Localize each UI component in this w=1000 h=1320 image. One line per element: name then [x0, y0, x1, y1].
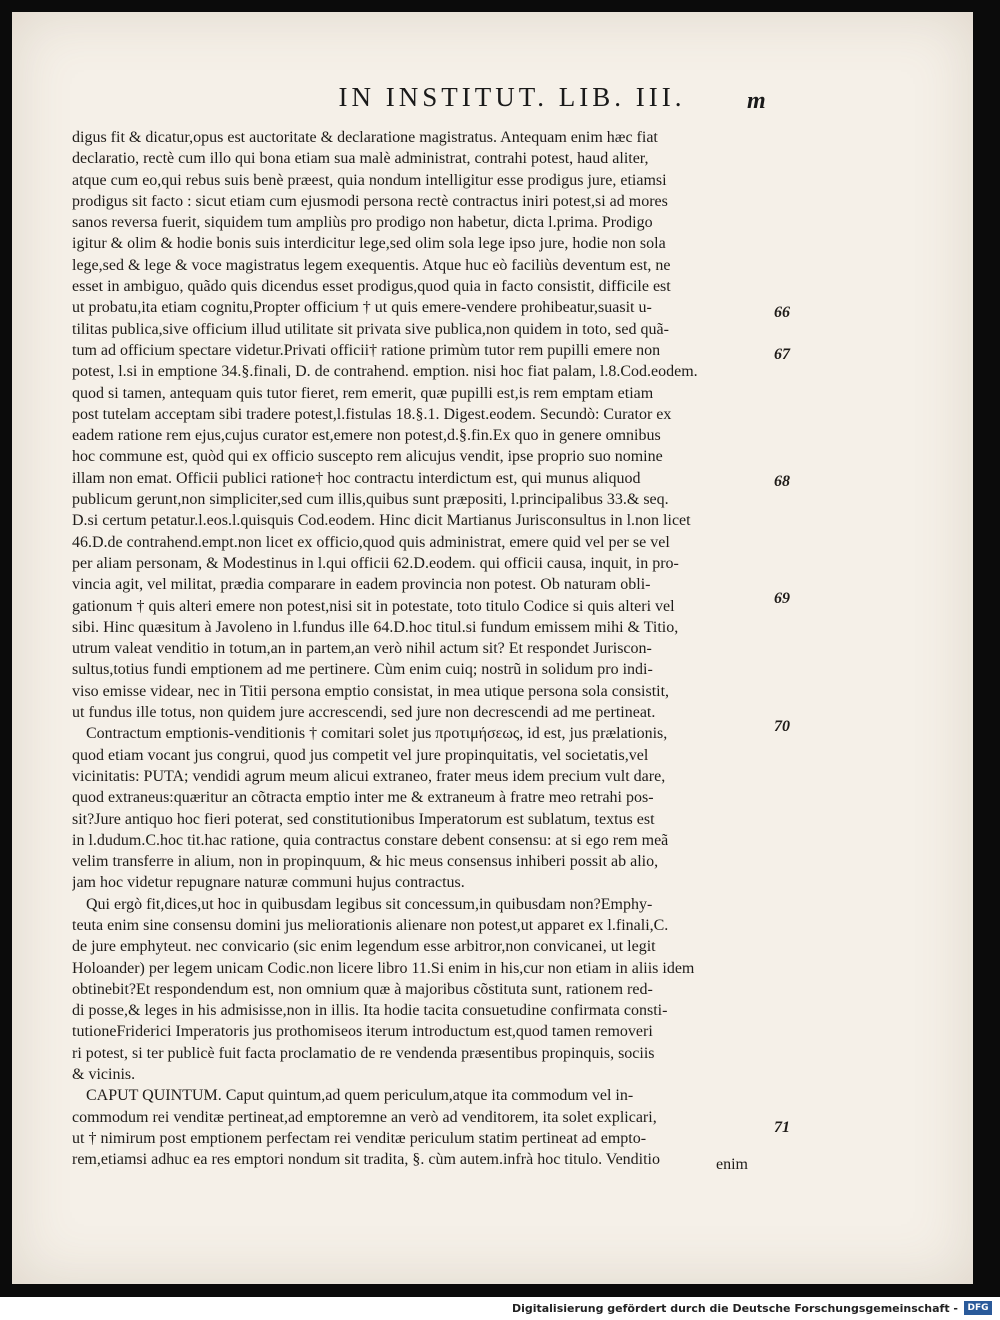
- catchword: enim: [716, 1156, 748, 1173]
- text-line: ri potest, si ter publicè fuit facta proclamatio de re vendenda præsentibus propinquis, sociis: [72, 1044, 655, 1062]
- text-line: potest, l.si in emptione 34.§.finali, D. de contrahend. emption. nisi hoc fiat palam, l.8.Cod.eodem.: [72, 363, 698, 381]
- text-line: rem,etiamsi adhuc ea res emptori nondum sit tradita, §. cùm autem.infrà hoc titulo. Venditio: [72, 1151, 660, 1169]
- folio-mark: m: [747, 88, 766, 114]
- margin-number: 68: [774, 473, 790, 490]
- text-line: illam non emat. Officii publici ratione† hoc contractu interdictum est, qui munus aliquod: [72, 469, 641, 487]
- text-line: velim transferre in alium, non in propinquum, & hic meus consensus inhiberi possit ab alio,: [72, 853, 659, 871]
- text-line: prodigus sit facto : sicut etiam cum ejusmodi persona rectè contractus iniri potest,si ad mores: [72, 192, 668, 210]
- text-line: quod extraneus:quæritur an cõtracta emptio inter me & extraneum à fratre meo retrahi pos-: [72, 789, 654, 807]
- text-line: Holoander) per legem unicam Codic.non licere libro 11.Si enim in his,cur non etiam in aliis idem: [72, 959, 695, 977]
- digitization-footer: [0, 1298, 1000, 1320]
- text-line: declaratio, rectè cum illo qui bona etiam sua malè administrat, contrahi potest, haud aliter,: [72, 150, 649, 168]
- footer-credit: Digitalisierung gefördert durch die Deutsche Forschungsgemeinschaft -: [511, 1302, 958, 1315]
- text-line: de jure emphyteut. nec convicario (sic enim legendum esse arbitror,non convicanei, ut legit: [72, 938, 656, 956]
- text-line: sultus,totius fundi emptionem ad me pertinere. Cùm enim cuiq; nostrũ in solidum pro indi-: [72, 661, 653, 679]
- text-line: igitur & olim & hodie bonis suis interdicitur lege,sed olim sola lege ipso jure, hodie non sola: [72, 235, 666, 253]
- text-line: atque cum eo,qui rebus suis benè præest, quia nondum intelligitur esse prodigus jure, etiamsi: [72, 171, 667, 189]
- text-line: Contractum emptionis-venditionis † comitari solet jus προτιμήσεως, id est, jus prælationis,: [86, 725, 668, 743]
- text-line: D.si certum petatur.l.eos.l.quisquis Cod.eodem. Hinc dicit Martianus Jurisconsultus in l.non licet: [72, 512, 691, 530]
- text-line: quod si tamen, antequam quis tutor fieret, rem emerit, quæ pupilli est,is rem emptam etiam: [72, 384, 654, 402]
- text-line: digus fit & dicatur,opus est auctoritate & declaratione magistratus. Antequam enim hæc fiat: [72, 129, 658, 146]
- text-line: obtinebit?Et respondendum est, non omnium quæ à majoribus cõstituta sunt, rationem red-: [72, 980, 653, 998]
- body-text: [72, 127, 772, 1171]
- dfg-logo-icon: DFG: [964, 1301, 992, 1315]
- text-line: sibi. Hinc quæsitum à Javoleno in l.fundus ille 64.D.hoc titul.si fundum emissem mihi & Titio,: [72, 618, 679, 636]
- text-line: CAPUT QUINTUM. Caput quintum,ad quem periculum,atque ita commodum vel in-: [86, 1087, 634, 1105]
- margin-number: 66: [774, 304, 790, 321]
- book-page: [12, 12, 973, 1284]
- margin-number: 69: [774, 590, 790, 607]
- text-line: 46.D.de contrahend.empt.non licet ex officio,quod quis administrat, emere quid vel per se vel: [72, 533, 670, 551]
- text-line: utrum valeat venditio in totum,an in partem,an verò nihil actum sit? Et respondet Juriscon-: [72, 640, 652, 658]
- text-line: eadem ratione rem ejus,cujus curator est,emere non potest,d.§.fin.Ex quo in genere omnibus: [72, 427, 661, 445]
- text-line: tilitas publica,sive officium illud utilitate sit privata sive publica,non quidem in toto, sed quã-: [72, 320, 669, 338]
- margin-number: 70: [774, 718, 790, 735]
- text-line: teuta enim sine consensu domini jus meliorationis alienare non potest,ut apparet ex l.finali,C.: [72, 916, 669, 934]
- text-line: vincia agit, vel militat, prædia comparare in eadem provincia non potest. Ob naturam obli-: [72, 576, 651, 594]
- text-line: in l.dudum.C.hoc tit.hac ratione, quia contractus constare debent consensu: at si ego rem meã: [72, 831, 669, 849]
- text-line: post tutelam acceptam sibi tradere potest,l.fistulas 18.§.1. Digest.eodem. Secundò: Curator ex: [72, 405, 672, 423]
- text-line: commodum rei venditæ pertineat,ad emptoremne an verò ad venditorem, ita solet explicari,: [72, 1108, 657, 1126]
- text-line: hoc commune est, quòd qui ex officio suscepto rem alicujus vendit, ipse proprio suo nomine: [72, 448, 663, 466]
- text-line: quod etiam vocant jus congrui, quod jus competit vel jure propinquitatis, vel societatis,vel: [72, 746, 649, 764]
- text-line: publicum gerunt,non simpliciter,sed cum illis,quibus sunt præpositi, l.principalibus 33.& seq.: [72, 491, 669, 509]
- text-line: per aliam personam, & Modestinus in l.qui officii 62.D.eodem. qui officii causa, inquit, in pro-: [72, 554, 679, 572]
- text-line: sit?Jure antiquo hoc fieri poterat, sed constitutionibus Imperatorum est sublatum, textus est: [72, 810, 655, 828]
- text-line: sanos reversa fuerit, siquidem tum ampliùs pro prodigo non habetur, dicta l.prima. Prodigo: [72, 214, 653, 232]
- text-line: ut fundus ille totus, non quidem jure accrescendi, sed jure non decrescendi ad me pertineat.: [72, 704, 656, 722]
- running-head: IN INSTITUT. LIB. III.: [338, 82, 686, 112]
- margin-number: 71: [774, 1119, 790, 1136]
- margin-number: 67: [774, 346, 790, 363]
- text-line: jam hoc videtur repugnare naturæ communi hujus contractus.: [72, 874, 465, 892]
- text-line: ut probatu,ita etiam cognitu,Propter officium † ut quis emere-vendere prohibeatur,suasit u-: [72, 299, 652, 317]
- text-line: vicinitatis: PUTA; vendidi agrum meum alicui extraneo, frater meus idem precium vult dare,: [72, 767, 666, 785]
- text-line: Qui ergò fit,dices,ut hoc in quibusdam legibus sit concessum,in quibusdam non?Emphy-: [86, 895, 653, 913]
- text-line: di posse,& leges in his admisisse,non in illis. Ita hodie tacita consuetudine confirmata consti-: [72, 1002, 668, 1020]
- text-line: lege,sed & lege & voce magistratus legem exequentis. Atque huc eò faciliùs deventum est, ne: [72, 256, 671, 274]
- text-line: tum ad officium spectare videtur.Privati officii† ratione primùm tutor rem pupilli emere non: [72, 341, 661, 359]
- text-line: & vicinis.: [72, 1066, 136, 1084]
- text-line: tutioneFriderici Imperatoris jus prothomiseos iterum introductum est,quod tamen removeri: [72, 1023, 653, 1041]
- text-line: gationum † quis alteri emere non potest,nisi sit in potestate, toto titulo Codice si quis alteri vel: [72, 597, 675, 615]
- text-line: viso emisse videar, nec in Titii persona emptio consistat, in mea utique persona sola consistit,: [72, 682, 670, 700]
- text-line: ut † nimirum post emptionem perfectam rei venditæ periculum statim pertineat ad empto-: [72, 1129, 647, 1147]
- text-line: esset in ambiguo, quãdo quis dicendus esset prodigus,quod quia in facto consistit, difficile est: [72, 278, 671, 296]
